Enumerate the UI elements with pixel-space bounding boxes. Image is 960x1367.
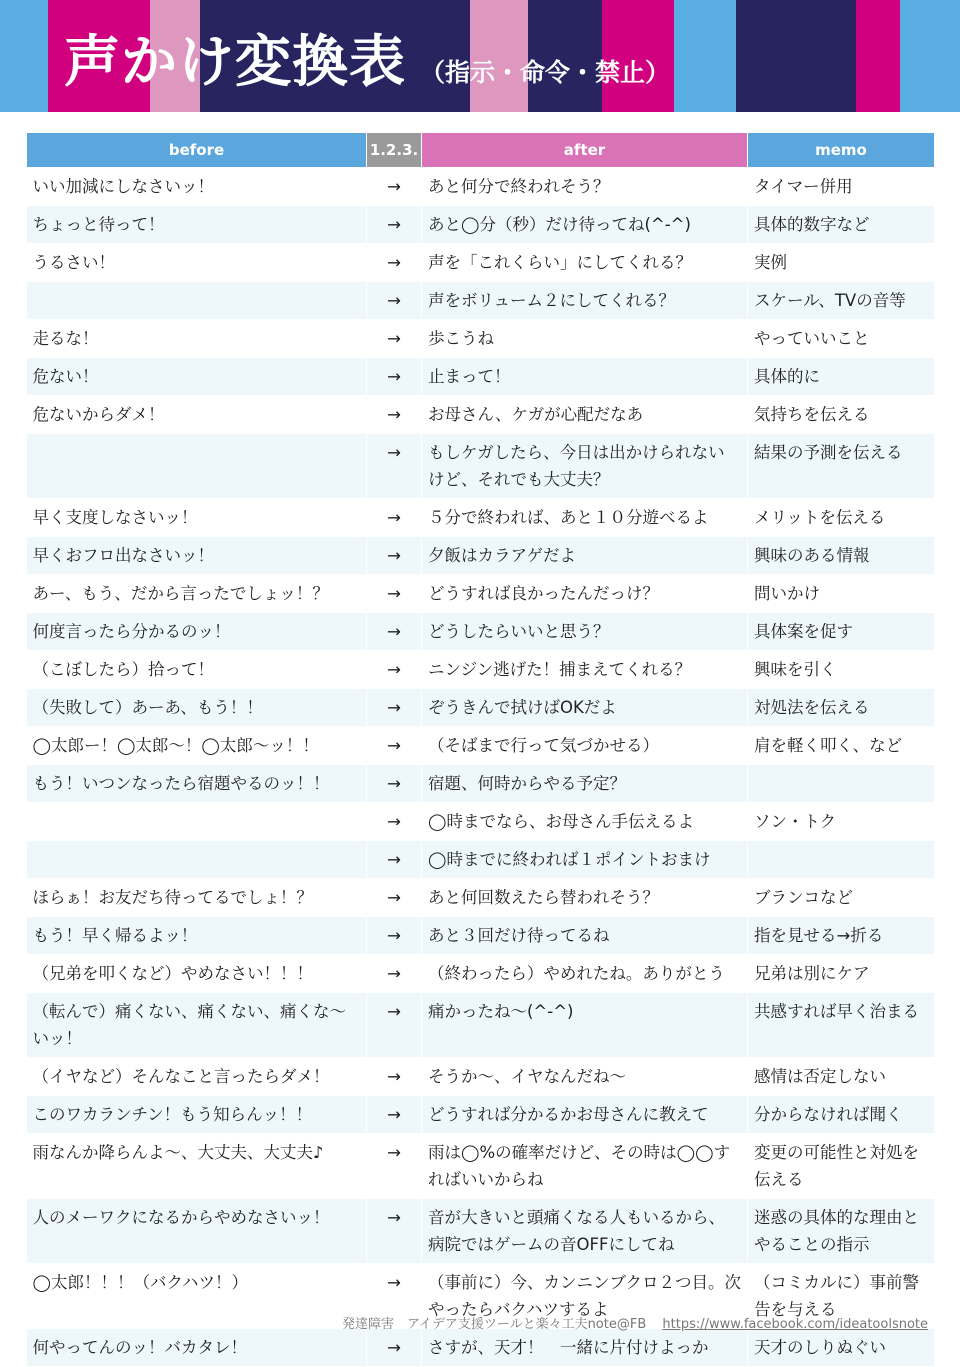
arrow-cell: → bbox=[367, 651, 422, 689]
arrow-cell: → bbox=[367, 1134, 422, 1199]
memo-cell: やっていいこと bbox=[748, 320, 935, 358]
table-row bbox=[27, 244, 935, 282]
memo-cell: 対処法を伝える bbox=[748, 689, 935, 727]
table-row bbox=[27, 206, 935, 244]
before-cell: 危ないからダメ！ bbox=[27, 396, 367, 434]
memo-cell: 興味を引く bbox=[748, 651, 935, 689]
banner-stripe-magenta-3 bbox=[856, 0, 900, 112]
before-cell bbox=[27, 434, 367, 499]
arrow-cell: → bbox=[367, 841, 422, 879]
table-row bbox=[27, 841, 935, 879]
table-body bbox=[27, 168, 935, 1367]
before-cell: 何やってんのッ！バカタレ！ bbox=[27, 1329, 367, 1367]
after-cell: もしケガしたら、今日は出かけられないけど、それでも大丈夫？ bbox=[422, 434, 748, 499]
arrow-cell: → bbox=[367, 282, 422, 320]
memo-cell: ソン・トク bbox=[748, 803, 935, 841]
arrow-cell: → bbox=[367, 1329, 422, 1367]
table-row bbox=[27, 434, 935, 499]
footer-credit: 発達障害 アイデア支援ツールと楽々工夫note@FB bbox=[342, 1317, 647, 1332]
arrow-cell: → bbox=[367, 575, 422, 613]
table-row bbox=[27, 955, 935, 993]
table-row bbox=[27, 1058, 935, 1096]
memo-cell: 変更の可能性と対処を伝える bbox=[748, 1134, 935, 1199]
table-row bbox=[27, 320, 935, 358]
memo-cell: 迷惑の具体的な理由とやることの指示 bbox=[748, 1199, 935, 1264]
before-cell: （転んで）痛くない、痛くない、痛くな〜いッ！ bbox=[27, 993, 367, 1058]
before-cell: このワカランチン！もう知らんッ！！ bbox=[27, 1096, 367, 1134]
after-cell: お母さん、ケガが心配だなあ bbox=[422, 396, 748, 434]
arrow-cell: → bbox=[367, 803, 422, 841]
memo-cell: 分からなければ聞く bbox=[748, 1096, 935, 1134]
arrow-cell: → bbox=[367, 1199, 422, 1264]
arrow-cell: → bbox=[367, 434, 422, 499]
table-row bbox=[27, 358, 935, 396]
after-cell: 雨は◯%の確率だけど、その時は◯◯すればいいからね bbox=[422, 1134, 748, 1199]
arrow-cell: → bbox=[367, 537, 422, 575]
table-row bbox=[27, 651, 935, 689]
memo-cell: 共感すれば早く治まる bbox=[748, 993, 935, 1058]
header-step: 1.2.3. bbox=[367, 133, 422, 168]
before-cell: ◯太郎！！！（バクハツ！） bbox=[27, 1264, 367, 1329]
before-cell: ちょっと待って！ bbox=[27, 206, 367, 244]
after-cell: 歩こうね bbox=[422, 320, 748, 358]
after-cell: ぞうきんで拭けばOKだよ bbox=[422, 689, 748, 727]
after-cell: 宿題、何時からやる予定？ bbox=[422, 765, 748, 803]
before-cell: 人のメーワクになるからやめなさいッ！ bbox=[27, 1199, 367, 1264]
arrow-cell: → bbox=[367, 1096, 422, 1134]
footer bbox=[342, 1313, 928, 1332]
header-before: before bbox=[27, 133, 367, 168]
footer-url-link[interactable]: https://www.facebook.com/ideatoolsnote bbox=[662, 1317, 928, 1332]
before-cell: 早くおフロ出なさいッ！ bbox=[27, 537, 367, 575]
memo-cell: 具体案を促す bbox=[748, 613, 935, 651]
memo-cell: スケール、TVの音等 bbox=[748, 282, 935, 320]
table-row bbox=[27, 1134, 935, 1199]
memo-cell: 結果の予測を伝える bbox=[748, 434, 935, 499]
header-row bbox=[27, 133, 935, 168]
table-row bbox=[27, 537, 935, 575]
title-banner bbox=[0, 0, 960, 112]
after-cell: あと何分で終われそう？ bbox=[422, 168, 748, 206]
before-cell: （イヤなど）そんなこと言ったらダメ！ bbox=[27, 1058, 367, 1096]
arrow-cell: → bbox=[367, 206, 422, 244]
arrow-cell: → bbox=[367, 689, 422, 727]
memo-cell: 興味のある情報 bbox=[748, 537, 935, 575]
arrow-cell: → bbox=[367, 993, 422, 1058]
before-cell bbox=[27, 841, 367, 879]
memo-cell: 実例 bbox=[748, 244, 935, 282]
arrow-cell: → bbox=[367, 244, 422, 282]
banner-stripe-blue-3 bbox=[900, 0, 960, 112]
arrow-cell: → bbox=[367, 613, 422, 651]
before-cell: 何度言ったら分かるのッ！ bbox=[27, 613, 367, 651]
before-cell: もう！いつンなったら宿題やるのッ！！ bbox=[27, 765, 367, 803]
before-cell: （兄弟を叩くなど）やめなさい！！！ bbox=[27, 955, 367, 993]
arrow-cell: → bbox=[367, 1058, 422, 1096]
after-cell: さすが、天才！ 一緒に片付けよっか bbox=[422, 1329, 748, 1367]
table-row bbox=[27, 168, 935, 206]
after-cell: 音が大きいと頭痛くなる人もいるから、病院ではゲームの音OFFにしてね bbox=[422, 1199, 748, 1264]
after-cell: （事前に）今、カンニンブクロ２つ目。次やったらバクハツするよ bbox=[422, 1264, 748, 1329]
page-subtitle: （指示・命令・禁止） bbox=[420, 58, 671, 87]
arrow-cell: → bbox=[367, 499, 422, 537]
arrow-cell: → bbox=[367, 168, 422, 206]
memo-cell: ブランコなど bbox=[748, 879, 935, 917]
after-cell: あと３回だけ待ってるね bbox=[422, 917, 748, 955]
before-cell: 早く支度しなさいッ！ bbox=[27, 499, 367, 537]
before-cell: ◯太郎ー！◯太郎〜！◯太郎〜ッ！！ bbox=[27, 727, 367, 765]
memo-cell: 具体的数字など bbox=[748, 206, 935, 244]
before-cell: ほらぁ！お友だち待ってるでしょ！？ bbox=[27, 879, 367, 917]
table-row bbox=[27, 803, 935, 841]
after-cell: ５分で終われば、あと１０分遊べるよ bbox=[422, 499, 748, 537]
arrow-cell: → bbox=[367, 955, 422, 993]
memo-cell: 兄弟は別にケア bbox=[748, 955, 935, 993]
table-row bbox=[27, 1329, 935, 1367]
arrow-cell: → bbox=[367, 727, 422, 765]
arrow-cell: → bbox=[367, 765, 422, 803]
after-cell: ◯時までに終われば１ポイントおまけ bbox=[422, 841, 748, 879]
after-cell: どうしたらいいと思う？ bbox=[422, 613, 748, 651]
conversion-table bbox=[26, 132, 935, 1367]
page-title: 声かけ変換表 bbox=[64, 30, 406, 95]
memo-cell bbox=[748, 765, 935, 803]
table-row bbox=[27, 1096, 935, 1134]
title-group bbox=[64, 18, 670, 98]
before-cell: （失敗して）あーあ、もう！！ bbox=[27, 689, 367, 727]
before-cell: うるさい！ bbox=[27, 244, 367, 282]
table-row bbox=[27, 1199, 935, 1264]
after-cell: 止まって！ bbox=[422, 358, 748, 396]
memo-cell: タイマー併用 bbox=[748, 168, 935, 206]
before-cell bbox=[27, 282, 367, 320]
table-row bbox=[27, 499, 935, 537]
banner-stripe-blue-2 bbox=[674, 0, 736, 112]
before-cell: もう！早く帰るよッ！ bbox=[27, 917, 367, 955]
table-row bbox=[27, 282, 935, 320]
after-cell: （そばまで行って気づかせる） bbox=[422, 727, 748, 765]
before-cell: （こぼしたら）拾って！ bbox=[27, 651, 367, 689]
arrow-cell: → bbox=[367, 396, 422, 434]
table-row bbox=[27, 879, 935, 917]
before-cell: いい加減にしなさいッ！ bbox=[27, 168, 367, 206]
table-row bbox=[27, 993, 935, 1058]
memo-cell: 指を見せる→折る bbox=[748, 917, 935, 955]
after-cell: あと何回数えたら替われそう？ bbox=[422, 879, 748, 917]
after-cell: ◯時までなら、お母さん手伝えるよ bbox=[422, 803, 748, 841]
after-cell: 声をボリューム２にしてくれる？ bbox=[422, 282, 748, 320]
after-cell: どうすれば良かったんだっけ？ bbox=[422, 575, 748, 613]
memo-cell: 肩を軽く叩く、など bbox=[748, 727, 935, 765]
after-cell: （終わったら）やめれたね。ありがとう bbox=[422, 955, 748, 993]
table-row bbox=[27, 396, 935, 434]
before-cell bbox=[27, 803, 367, 841]
memo-cell: 具体的に bbox=[748, 358, 935, 396]
banner-stripe-blue bbox=[0, 0, 48, 112]
arrow-cell: → bbox=[367, 320, 422, 358]
arrow-cell: → bbox=[367, 1264, 422, 1329]
arrow-cell: → bbox=[367, 358, 422, 396]
memo-cell: メリットを伝える bbox=[748, 499, 935, 537]
after-cell: そうか〜、イヤなんだね〜 bbox=[422, 1058, 748, 1096]
memo-cell: 天才のしりぬぐい bbox=[748, 1329, 935, 1367]
after-cell: 声を「これくらい」にしてくれる？ bbox=[422, 244, 748, 282]
banner-stripe-navy-3 bbox=[736, 0, 856, 112]
arrow-cell: → bbox=[367, 917, 422, 955]
table-row bbox=[27, 575, 935, 613]
header-memo: memo bbox=[748, 133, 935, 168]
memo-cell: （コミカルに）事前警告を与える bbox=[748, 1264, 935, 1329]
table-row bbox=[27, 689, 935, 727]
before-cell: 走るな！ bbox=[27, 320, 367, 358]
before-cell: 危ない！ bbox=[27, 358, 367, 396]
table-row bbox=[27, 613, 935, 651]
after-cell: ニンジン逃げた！捕まえてくれる？ bbox=[422, 651, 748, 689]
after-cell: 痛かったね〜(^-^) bbox=[422, 993, 748, 1058]
memo-cell: 感情は否定しない bbox=[748, 1058, 935, 1096]
arrow-cell: → bbox=[367, 879, 422, 917]
after-cell: 夕飯はカラアゲだよ bbox=[422, 537, 748, 575]
after-cell: どうすれば分かるかお母さんに教えて bbox=[422, 1096, 748, 1134]
header-after: after bbox=[422, 133, 748, 168]
table-row bbox=[27, 727, 935, 765]
memo-cell: 気持ちを伝える bbox=[748, 396, 935, 434]
memo-cell: 問いかけ bbox=[748, 575, 935, 613]
before-cell: 雨なんか降らんよ〜、大丈夫、大丈夫♪ bbox=[27, 1134, 367, 1199]
table-row bbox=[27, 765, 935, 803]
before-cell: あー、もう、だから言ったでしょッ！？ bbox=[27, 575, 367, 613]
memo-cell bbox=[748, 841, 935, 879]
after-cell: あと◯分（秒）だけ待ってね(^-^) bbox=[422, 206, 748, 244]
table-row bbox=[27, 917, 935, 955]
